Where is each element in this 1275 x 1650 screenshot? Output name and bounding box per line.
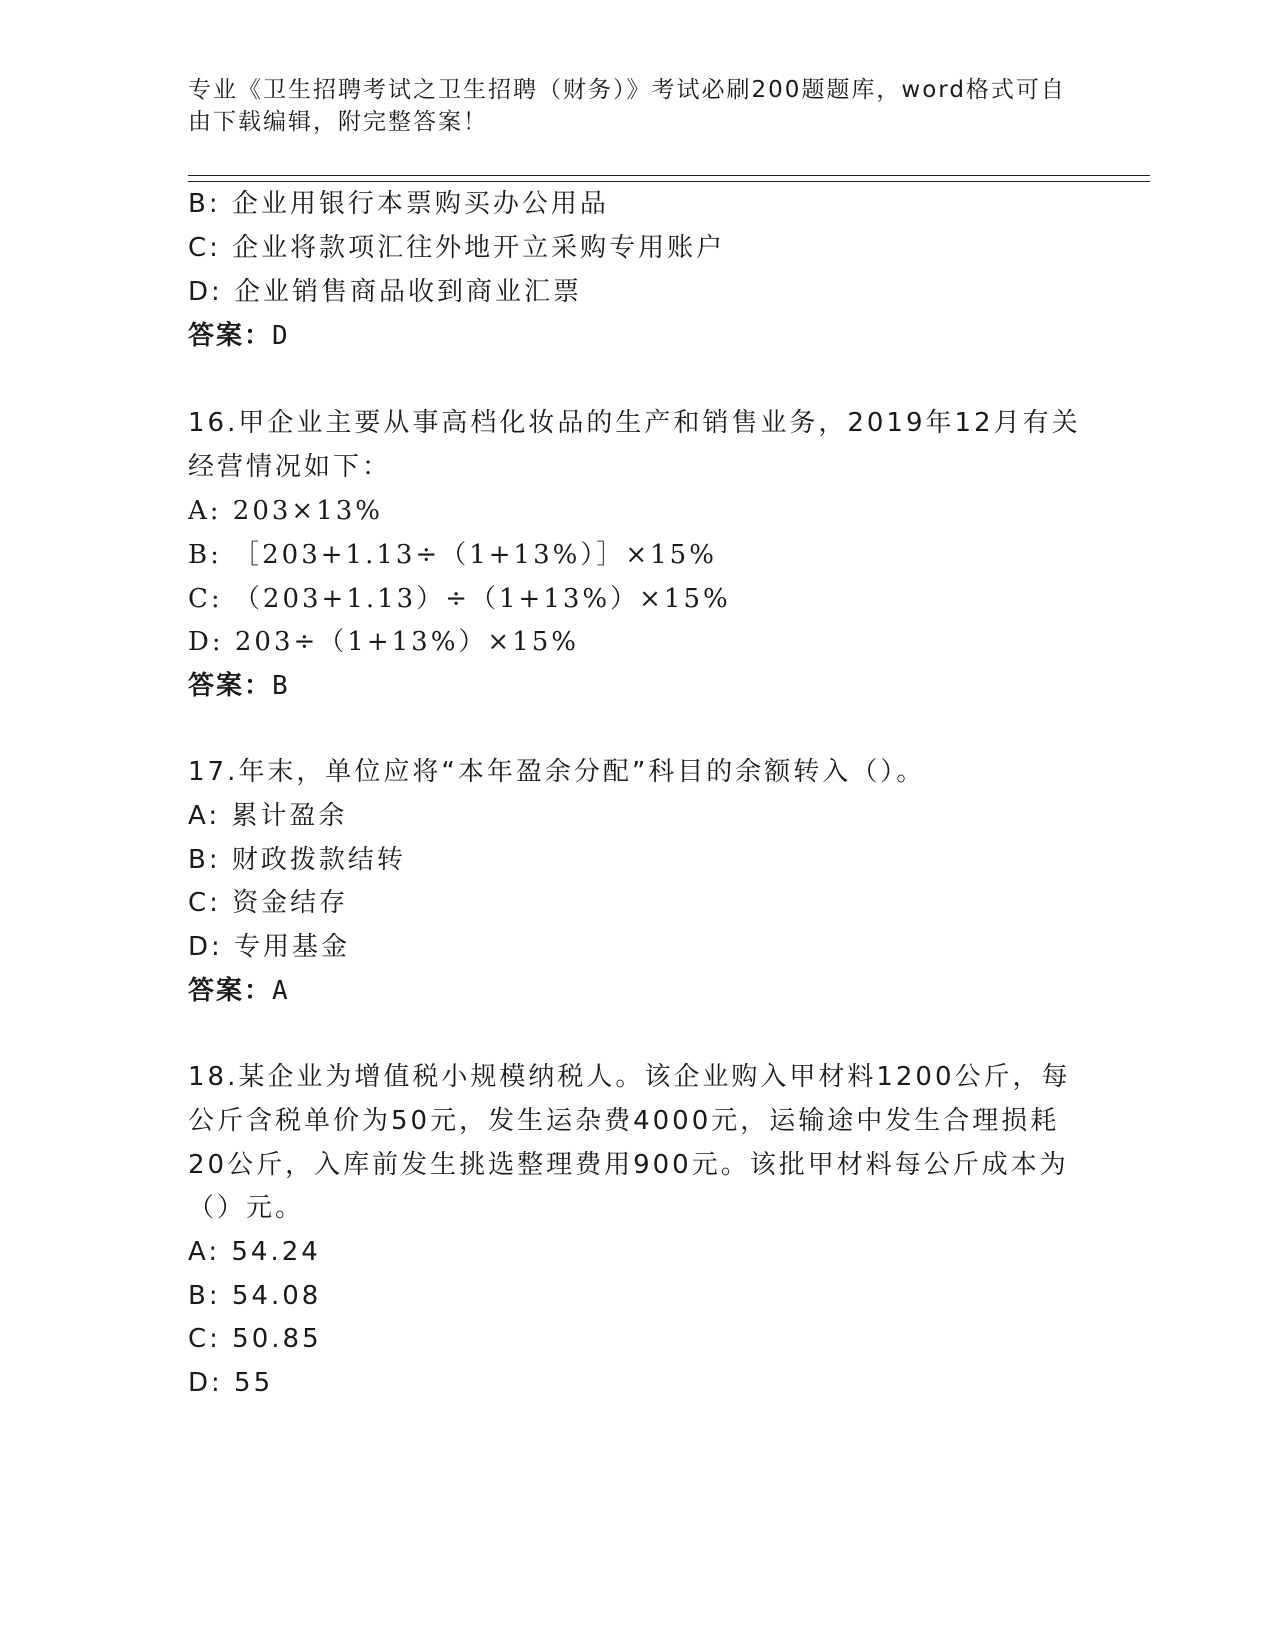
q16-option-b: B: ［203+1.13÷（1+13%）］×15% (188, 540, 717, 570)
header-rule-top (188, 175, 1150, 176)
answer-label: 答案： (188, 321, 273, 351)
q18-stem-line-4: （）元。 (188, 1193, 305, 1223)
q18-option-c: C: 50.85 (188, 1324, 322, 1354)
answer-value: B (272, 671, 290, 701)
answer-label: 答案： (188, 976, 273, 1006)
q17-answer (188, 974, 290, 1008)
q15-option-b: B: 企业用银行本票购买办公用品 (188, 189, 609, 219)
document-header: 专业《卫生招聘考试之卫生招聘（财务）》考试必刷200题题库，word格式可自由下载编辑，附完整答案！ (188, 77, 1066, 135)
answer-value: A (272, 976, 290, 1006)
q15-option-c: C: 企业将款项汇往外地开立采购专用账户 (188, 233, 726, 263)
q17-option-d: D: 专用基金 (188, 932, 351, 962)
q17-option-b: B: 财政拨款结转 (188, 845, 406, 875)
answer-value: D (272, 321, 290, 351)
q16-stem-line-1: 16.甲企业主要从事高档化妆品的生产和销售业务，2019年12月有关 (188, 408, 1081, 438)
answer-label: 答案： (188, 671, 273, 701)
q18-stem-line-1: 18.某企业为增值税小规模纳税人。该企业购入甲材料1200公斤，每 (188, 1062, 1071, 1092)
q17-stem: 17.年末，单位应将“本年盈余分配”科目的余额转入（）。 (188, 757, 926, 787)
q15-option-d: D: 企业销售商品收到商业汇票 (188, 277, 583, 307)
q17-option-c: C: 资金结存 (188, 888, 349, 918)
q16-answer (188, 669, 290, 703)
q16-stem-line-2: 经营情况如下： (188, 452, 392, 482)
header-rule-bottom (188, 181, 1150, 182)
q18-stem-line-3: 20公斤，入库前发生挑选整理费用900元。该批甲材料每公斤成本为 (188, 1150, 1069, 1180)
q15-answer (188, 319, 290, 353)
q18-option-d: D: 55 (188, 1368, 274, 1398)
q16-option-a: A: 203×13% (188, 496, 384, 526)
q16-option-c: C: （203+1.13）÷（1+13%）×15% (188, 584, 731, 614)
q16-option-d: D: 203÷（1+13%）×15% (188, 627, 579, 657)
q18-stem-line-2: 公斤含税单价为50元，发生运杂费4000元，运输途中发生合理损耗 (188, 1106, 1060, 1136)
q18-option-a: A: 54.24 (188, 1237, 321, 1267)
q17-option-a: A: 累计盈余 (188, 801, 348, 831)
q18-option-b: B: 54.08 (188, 1281, 322, 1311)
